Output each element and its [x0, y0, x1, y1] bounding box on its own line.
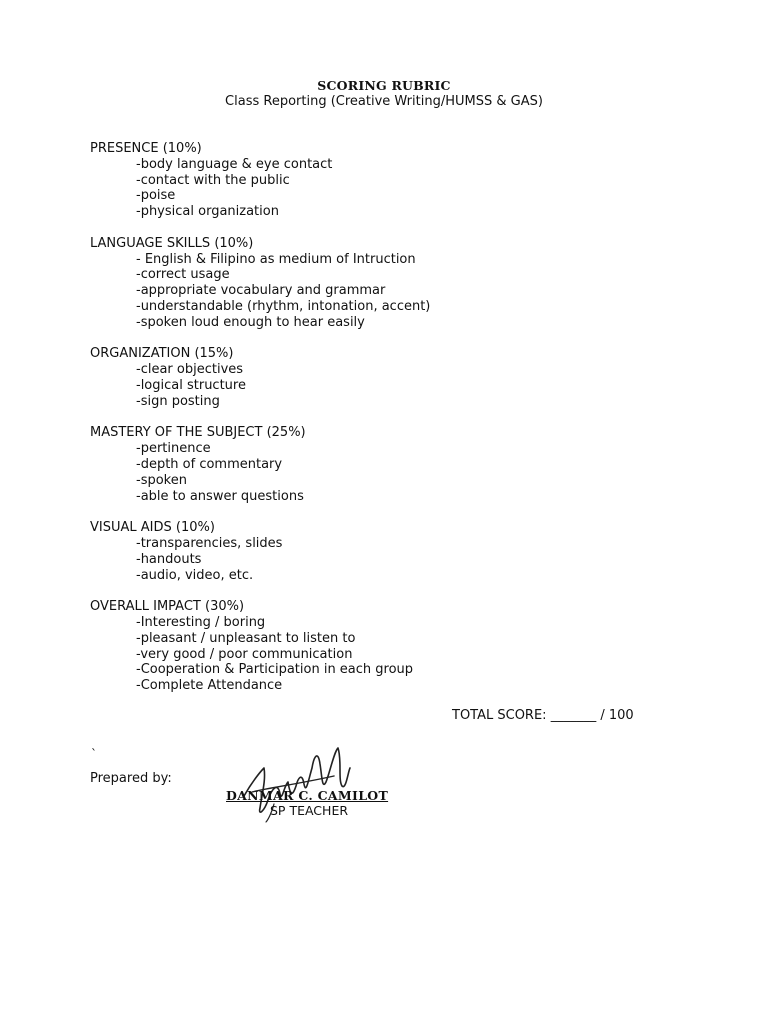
- criterion-item: -contact with the public: [136, 172, 290, 188]
- document-subtitle: Class Reporting (Creative Writing/HUMSS & GAS): [225, 94, 543, 109]
- preparer-name: DANMAR C. CAMILOT: [226, 788, 389, 803]
- criterion-item: -understandable (rhythm, intonation, accent): [136, 298, 431, 314]
- criterion-organization: [90, 346, 710, 409]
- criterion-item: -pertinence: [136, 441, 211, 457]
- criterion-heading: MASTERY OF THE SUBJECT (25%): [90, 425, 306, 441]
- criterion-item: -Complete Attendance: [136, 678, 283, 694]
- criterion-language-skills: [90, 236, 710, 331]
- criterion-heading: OVERALL IMPACT (30%): [90, 599, 245, 615]
- criterion-item: -logical structure: [136, 377, 246, 393]
- criterion-item: -spoken loud enough to hear easily: [136, 314, 365, 330]
- criterion-item: -transparencies, slides: [136, 535, 283, 551]
- criterion-item: -spoken: [136, 472, 187, 488]
- criterion-item: -depth of commentary: [136, 456, 283, 472]
- criterion-mastery: [90, 425, 710, 504]
- criterion-presence: [90, 141, 710, 220]
- criterion-item: -handouts: [136, 551, 202, 567]
- rubric-criteria: [90, 141, 710, 710]
- prepared-by-label: Prepared by:: [90, 771, 172, 786]
- criterion-item: - English & Filipino as medium of Intruction: [136, 251, 416, 267]
- criterion-heading: VISUAL AIDS (10%): [90, 520, 215, 536]
- criterion-item: -audio, video, etc.: [136, 567, 254, 583]
- criterion-item: -pleasant / unpleasant to listen to: [136, 630, 356, 646]
- criterion-item: -body language & eye contact: [136, 156, 333, 172]
- criterion-item: -very good / poor communication: [136, 646, 353, 662]
- criterion-item: -sign posting: [136, 393, 220, 409]
- criterion-item: -Cooperation & Participation in each group: [136, 662, 414, 678]
- criterion-item: -able to answer questions: [136, 488, 304, 504]
- criterion-item: -poise: [136, 188, 176, 204]
- criterion-item: -appropriate vocabulary and grammar: [136, 283, 386, 299]
- criterion-heading: ORGANIZATION (15%): [90, 346, 234, 362]
- criterion-item: -physical organization: [136, 204, 279, 220]
- criterion-item: -clear objectives: [136, 362, 244, 378]
- criterion-visual-aids: [90, 520, 710, 583]
- criterion-item: -Interesting / boring: [136, 614, 266, 630]
- document-title: SCORING RUBRIC: [317, 78, 451, 93]
- criterion-heading: PRESENCE (10%): [90, 141, 202, 156]
- criterion-item: -correct usage: [136, 267, 230, 283]
- criterion-heading: LANGUAGE SKILLS (10%): [90, 235, 254, 251]
- criterion-overall-impact: [90, 599, 710, 694]
- preparer-role: SP TEACHER: [270, 803, 349, 818]
- stray-tick-mark: `: [91, 747, 97, 761]
- total-score-line: TOTAL SCORE: _______ / 100: [452, 708, 634, 723]
